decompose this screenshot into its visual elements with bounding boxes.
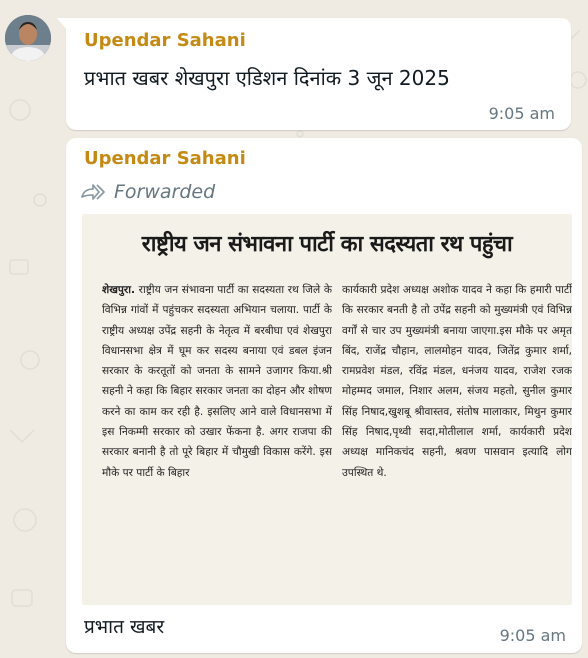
message-time: 9:05 am (488, 104, 555, 123)
forward-arrow-icon (80, 183, 106, 201)
clipping-column-left (102, 280, 332, 600)
newspaper-clipping-image[interactable] (82, 214, 572, 605)
avatar (5, 15, 51, 61)
clipping-headline: राष्ट्रीय जन संभावना पार्टी का सदस्यता रथ पहुंचा (141, 232, 513, 257)
message-bubble[interactable] (66, 18, 571, 130)
sender-avatar[interactable] (5, 15, 51, 61)
forwarded-label: Forwarded (114, 181, 216, 203)
bubble-tail (57, 18, 67, 30)
message-caption: प्रभात खबर (84, 616, 165, 638)
clipping-column-right: कार्यकारी प्रदेश अध्यक्ष अशोक यादव ने कहा कि हमारी पार्टी कि सरकार बनती है तो उपेंद्र सहनी को मुख्यमंत्री एवं विभिन्न वर्गों से चार उप मुख्यमंत्री बनाया जाएगा.इस मौके पर अमृत बिंद, राजेंद्र चौहान, लालमोहन यादव, जितेंद्र कुमार शर्मा, रामप्रवेश मंडल, रविंद्र मंडल, धनंजय यादव, राजेश रजक मोहम्मद जमाल, निशार अलम, संजय महतो, सुनील कुमार सिंह निषाद,खुशबू श्रीवास्तव, संतोष मालाकार, मिथुन कुमार सिंह निषाद,पृथ्वी सदा,मोतीलाल शर्मा, कार्यकारी प्रदेश अध्यक्ष मानिकचंद सहनी, श्रवण पासवान इत्यादि लोग उपस्थित थे. (342, 284, 572, 479)
message-time: 9:05 am (499, 626, 566, 645)
clipping-left-text: राष्ट्रीय जन संभावना पार्टी का सदस्यता रथ जिले के विभिन्न गांवों में पहुंचकर सदस्यता अभियान चलाया. पार्टी के राष्ट्रीय अध्यक्ष उपेंद्र सहनी के नेतृत्व में बरबीघा एवं शेखपुरा विधानसभा क्षेत्र में घूम कर सदस्य बनाया एवं डबल इंजन सरकार के करतूतों को जनता के सामने उजागर किया.श्री सहनी ने कहा कि बिहार सरकार जनता का दोहन और शोषण करने का काम कर रही है. इसलिए आने वाले विधानसभा में इस निकम्मी सरकार को उखार फेंकना है. अगर राजपा की सरकार बनानी है तो पूरे बिहार में चौमुखी विकास करेंगे. इस मौके पर पार्टी के बिहार (102, 284, 332, 479)
clipping-dateline: शेखपुरा. (102, 284, 135, 296)
message-bubble-forwarded[interactable] (66, 138, 582, 653)
sender-name[interactable]: Upendar Sahani (84, 30, 246, 51)
forwarded-indicator (80, 180, 215, 204)
sender-name[interactable]: Upendar Sahani (84, 148, 246, 169)
message-text: प्रभात खबर शेखपुरा एडिशन दिनांक 3 जून 2025 (84, 66, 450, 90)
